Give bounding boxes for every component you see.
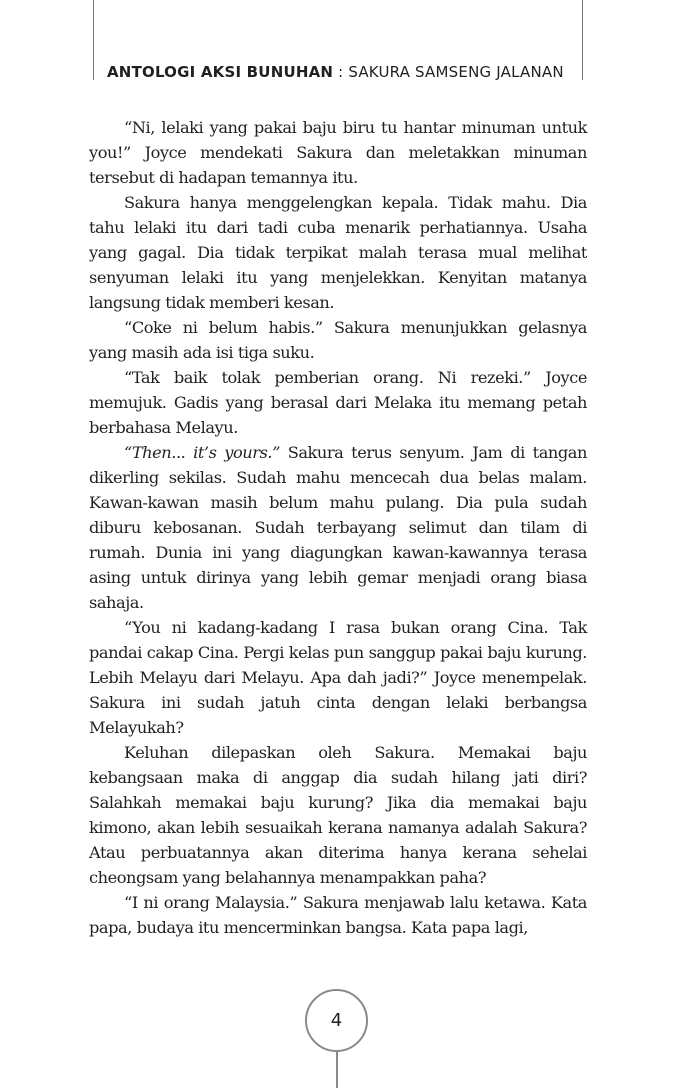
paragraph: [89, 315, 587, 365]
running-header: [107, 63, 577, 81]
paragraph-text: “Coke ni belum habis.” Sakura menunjukkan gelasnya yang masih ada isi tiga suku.: [89, 318, 587, 362]
body-text: [89, 115, 587, 940]
paragraph: [89, 890, 587, 940]
paragraph-text: “You ni kadang-kadang I rasa bukan orang Cina. Tak pandai cakap Cina. Pergi kelas pun sanggup pakai baju kurung. Lebih Melayu dari Melayu. Apa dah jadi?” Joyce menempelak. Sakura ini sudah jatuh cinta dengan lelaki berbangsa Melayukah?: [89, 618, 587, 737]
book-title: ANTOLOGI AKSI BUNUHAN: [107, 63, 334, 81]
italic-quote: “Then... it’s yours.”: [124, 443, 280, 462]
header-rule-left: [93, 0, 94, 80]
paragraph-text: “Tak baik tolak pemberian orang. Ni rezeki.” Joyce memujuk. Gadis yang berasal dari Melaka itu memang petah berbahasa Melayu.: [89, 368, 587, 437]
paragraph-text: Sakura terus senyum. Jam di tangan dikerling sekilas. Sudah mahu mencecah dua belas malam. Kawan-kawan masih belum mahu pulang. Dia pula sudah diburu kebosanan. Sudah terbayang selimut dan tilam di rumah. Dunia ini yang diagungkan kawan-kawannya terasa asing untuk dirinya yang lebih gemar menjadi orang biasa sahaja.: [89, 443, 587, 612]
paragraph: [89, 440, 587, 615]
paragraph: [89, 740, 587, 890]
page-number: 4: [330, 1010, 343, 1031]
paragraph: [89, 115, 587, 190]
page-number-badge: [305, 989, 368, 1052]
story-title: SAKURA SAMSENG JALANAN: [348, 63, 564, 81]
paragraph: [89, 190, 587, 315]
paragraph-text: Keluhan dilepaskan oleh Sakura. Memakai baju kebangsaan maka di anggap dia sudah hilang jati diri? Salahkah memakai baju kurung? Jika dia memakai baju kimono, akan lebih sesuaikah kerana namanya adalah Sakura? Atau perbuatannya akan diterima hanya kerana sehelai cheongsam yang belahannya menampakkan paha?: [89, 743, 587, 887]
paragraph-text: Sakura hanya menggelengkan kepala. Tidak mahu. Dia tahu lelaki itu dari tadi cuba menarik perhatiannya. Usaha yang gagal. Dia tidak terpikat malah terasa mual melihat senyuman lelaki itu yang menjelekkan. Kenyitan matanya langsung tidak memberi kesan.: [89, 193, 587, 312]
header-separator: :: [333, 63, 349, 81]
paragraph-text: “Ni, lelaki yang pakai baju biru tu hantar minuman untuk you!” Joyce mendekati Sakura dan meletakkan minuman tersebut di hadapan temannya itu.: [89, 118, 587, 187]
paragraph: [89, 365, 587, 440]
paragraph-text: “I ni orang Malaysia.” Sakura menjawab lalu ketawa. Kata papa, budaya itu mencerminkan bangsa. Kata papa lagi,: [89, 893, 587, 937]
paragraph: [89, 615, 587, 740]
page-number-stem: [336, 1052, 338, 1088]
header-rule-right: [582, 0, 583, 80]
